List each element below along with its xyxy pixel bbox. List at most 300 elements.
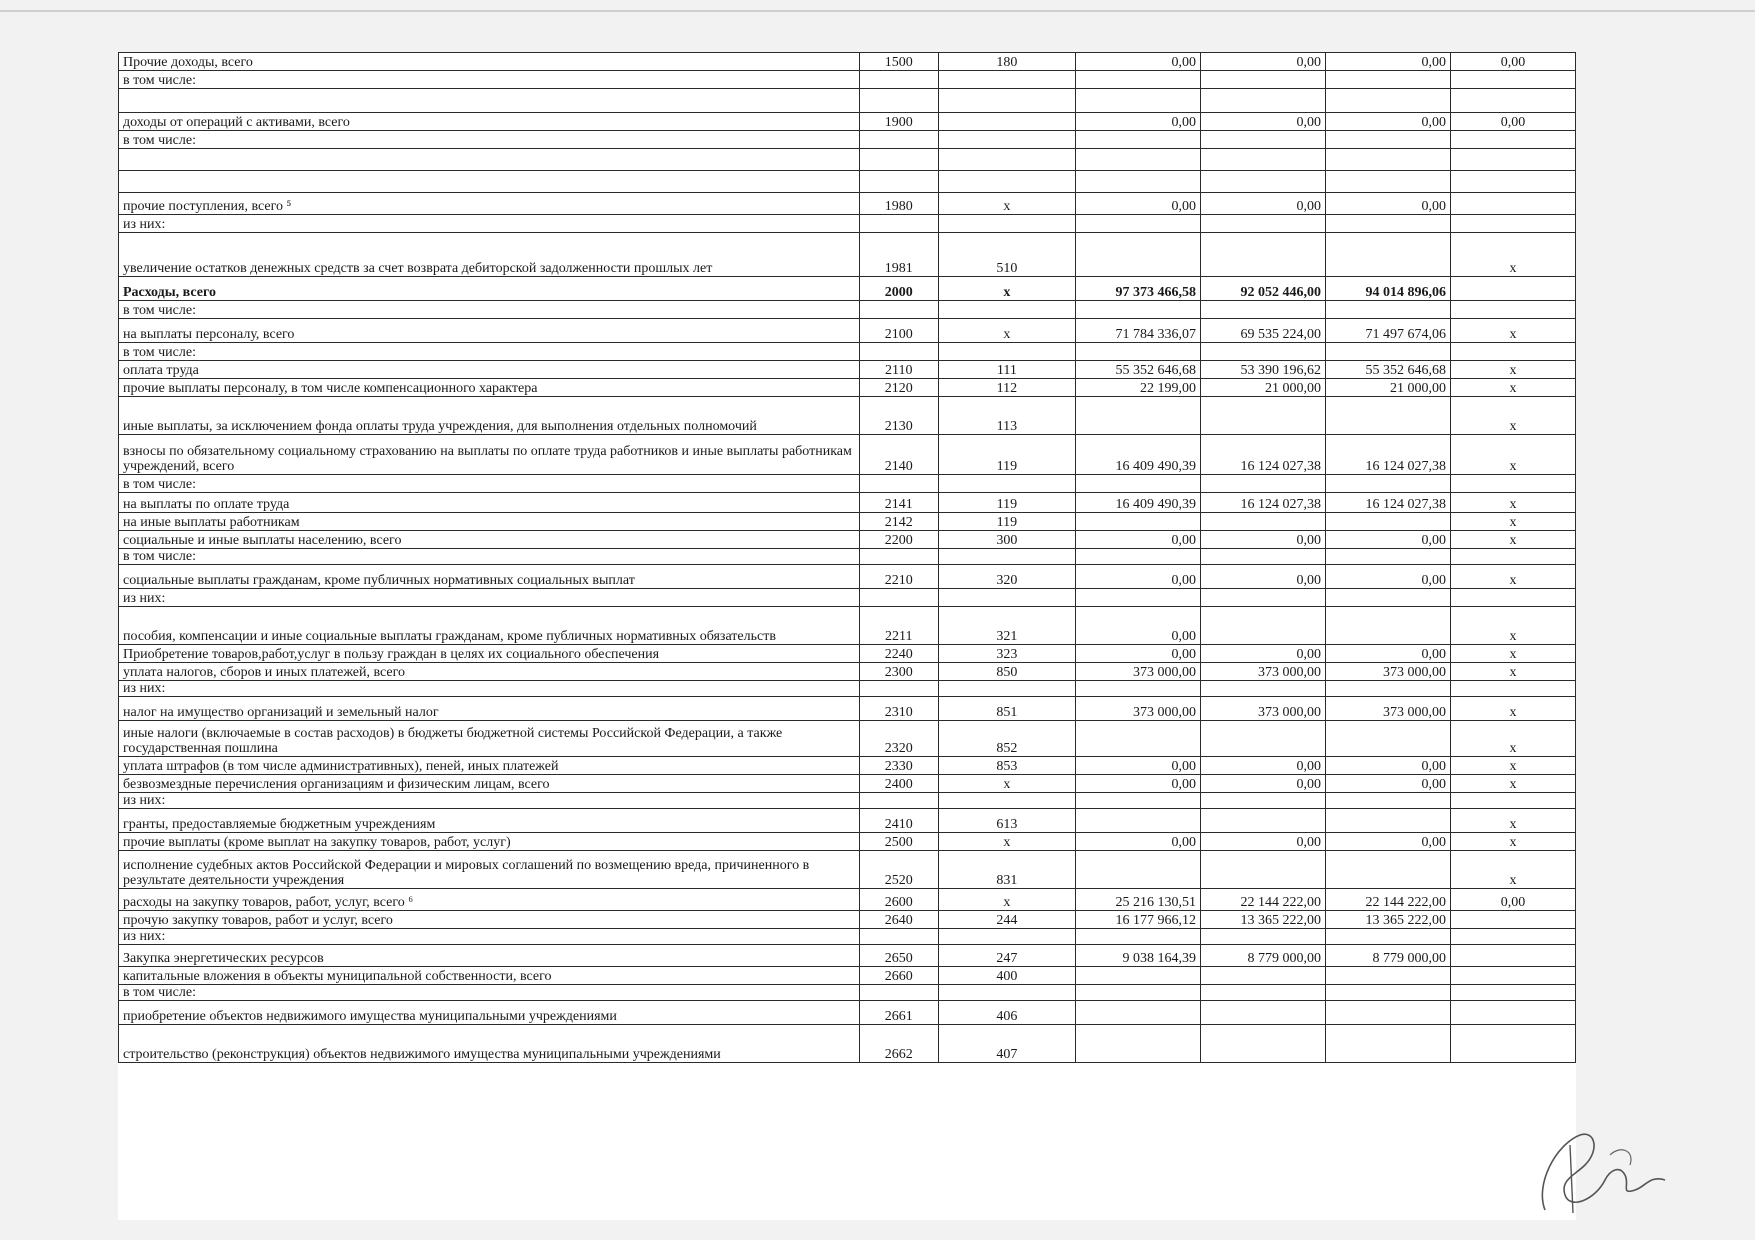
signature-image <box>1525 1125 1675 1220</box>
row-value-4 <box>1450 793 1575 809</box>
row-value-1: 373 000,00 <box>1076 697 1201 721</box>
row-value-1 <box>1076 233 1201 277</box>
row-value-1: 0,00 <box>1076 113 1201 131</box>
row-value-3: 0,00 <box>1325 193 1450 215</box>
row-name: на выплаты персоналу, всего <box>119 319 860 343</box>
row-kbk: 400 <box>938 967 1075 985</box>
row-value-4 <box>1450 1025 1575 1063</box>
row-name <box>119 171 860 193</box>
row-name: социальные выплаты гражданам, кроме публичных нормативных социальных выплат <box>119 565 860 589</box>
row-kbk <box>938 475 1075 493</box>
row-value-1: 16 177 966,12 <box>1076 911 1201 929</box>
row-value-1 <box>1076 549 1201 565</box>
table-row <box>119 277 1576 301</box>
row-kbk: х <box>938 889 1075 911</box>
row-kbk: 510 <box>938 233 1075 277</box>
row-value-1: 71 784 336,07 <box>1076 319 1201 343</box>
row-value-2: 0,00 <box>1201 757 1326 775</box>
row-value-1 <box>1076 149 1201 171</box>
row-value-2: 92 052 446,00 <box>1201 277 1326 301</box>
scan-top-edge <box>0 10 1755 12</box>
row-value-4: х <box>1450 809 1575 833</box>
row-value-1: 16 409 490,39 <box>1076 493 1201 513</box>
row-value-2: 21 000,00 <box>1201 379 1326 397</box>
row-code: 2140 <box>859 435 938 475</box>
row-value-3 <box>1325 967 1450 985</box>
row-kbk <box>938 89 1075 113</box>
row-value-4 <box>1450 475 1575 493</box>
row-value-2 <box>1201 589 1326 607</box>
row-value-2: 0,00 <box>1201 775 1326 793</box>
table-row <box>119 607 1576 645</box>
row-value-4: х <box>1450 851 1575 889</box>
row-code: 2662 <box>859 1025 938 1063</box>
row-value-3 <box>1325 475 1450 493</box>
row-value-3 <box>1325 513 1450 531</box>
row-kbk: 244 <box>938 911 1075 929</box>
row-name: исполнение судебных актов Российской Федерации и мировых соглашений по возмещению вреда, причиненного в результате деятельности учреждения <box>119 851 860 889</box>
row-value-1: 0,00 <box>1076 565 1201 589</box>
table-row <box>119 193 1576 215</box>
row-value-1 <box>1076 793 1201 809</box>
row-value-2 <box>1201 549 1326 565</box>
row-kbk <box>938 929 1075 945</box>
table-row <box>119 697 1576 721</box>
row-name: из них: <box>119 681 860 697</box>
row-value-2 <box>1201 1025 1326 1063</box>
row-code: 2310 <box>859 697 938 721</box>
row-value-4 <box>1450 681 1575 697</box>
row-code: 1981 <box>859 233 938 277</box>
table-row <box>119 663 1576 681</box>
row-value-2 <box>1201 851 1326 889</box>
row-kbk <box>938 171 1075 193</box>
row-value-3: 21 000,00 <box>1325 379 1450 397</box>
row-value-3 <box>1325 681 1450 697</box>
table-row <box>119 493 1576 513</box>
row-name: Прочие доходы, всего <box>119 53 860 71</box>
row-code: 2410 <box>859 809 938 833</box>
row-value-4 <box>1450 215 1575 233</box>
row-kbk: 851 <box>938 697 1075 721</box>
row-name: уплата штрафов (в том числе административных), пеней, иных платежей <box>119 757 860 775</box>
row-value-3 <box>1325 301 1450 319</box>
row-value-1 <box>1076 343 1201 361</box>
row-value-4 <box>1450 89 1575 113</box>
row-value-4 <box>1450 967 1575 985</box>
row-kbk: 850 <box>938 663 1075 681</box>
row-code: 2640 <box>859 911 938 929</box>
row-value-4: 0,00 <box>1450 53 1575 71</box>
table-row <box>119 53 1576 71</box>
table-row <box>119 1025 1576 1063</box>
row-name <box>119 89 860 113</box>
table-row <box>119 589 1576 607</box>
row-value-3 <box>1325 1001 1450 1025</box>
row-value-4: х <box>1450 435 1575 475</box>
row-name: в том числе: <box>119 549 860 565</box>
row-value-3 <box>1325 793 1450 809</box>
row-value-4: х <box>1450 513 1575 531</box>
row-value-2 <box>1201 343 1326 361</box>
row-kbk <box>938 215 1075 233</box>
row-value-2 <box>1201 89 1326 113</box>
table-row <box>119 89 1576 113</box>
row-code <box>859 549 938 565</box>
row-code: 2142 <box>859 513 938 531</box>
table-row <box>119 809 1576 833</box>
row-value-1 <box>1076 1025 1201 1063</box>
row-value-1: 9 038 164,39 <box>1076 945 1201 967</box>
row-value-3 <box>1325 343 1450 361</box>
row-value-4 <box>1450 131 1575 149</box>
row-value-3 <box>1325 985 1450 1001</box>
row-code <box>859 681 938 697</box>
row-value-4 <box>1450 945 1575 967</box>
row-value-1 <box>1076 985 1201 1001</box>
row-value-2 <box>1201 967 1326 985</box>
row-kbk <box>938 149 1075 171</box>
row-kbk <box>938 343 1075 361</box>
row-value-4: 0,00 <box>1450 889 1575 911</box>
row-value-2: 13 365 222,00 <box>1201 911 1326 929</box>
row-value-1: 97 373 466,58 <box>1076 277 1201 301</box>
row-value-2 <box>1201 929 1326 945</box>
row-value-4 <box>1450 71 1575 89</box>
row-code: 2400 <box>859 775 938 793</box>
row-name: из них: <box>119 793 860 809</box>
row-name: из них: <box>119 589 860 607</box>
row-name: прочие выплаты персоналу, в том числе компенсационного характера <box>119 379 860 397</box>
row-value-2 <box>1201 681 1326 697</box>
row-value-3 <box>1325 215 1450 233</box>
row-name: в том числе: <box>119 343 860 361</box>
row-value-4: 0,00 <box>1450 113 1575 131</box>
row-value-1 <box>1076 475 1201 493</box>
row-value-2 <box>1201 1001 1326 1025</box>
row-code: 1980 <box>859 193 938 215</box>
table-row <box>119 113 1576 131</box>
table-row <box>119 131 1576 149</box>
row-value-3 <box>1325 397 1450 435</box>
row-code <box>859 475 938 493</box>
row-kbk: 300 <box>938 531 1075 549</box>
row-kbk: 111 <box>938 361 1075 379</box>
row-kbk <box>938 589 1075 607</box>
row-value-1 <box>1076 71 1201 89</box>
row-value-4: х <box>1450 607 1575 645</box>
row-value-2 <box>1201 215 1326 233</box>
row-code: 2120 <box>859 379 938 397</box>
row-code: 2211 <box>859 607 938 645</box>
row-name: прочую закупку товаров, работ и услуг, всего <box>119 911 860 929</box>
row-value-3 <box>1325 149 1450 171</box>
row-value-1 <box>1076 967 1201 985</box>
row-name: иные налоги (включаемые в состав расходов) в бюджеты бюджетной системы Российской Федерации, а также государственная пошлина <box>119 721 860 757</box>
row-name: приобретение объектов недвижимого имущества муниципальными учреждениями <box>119 1001 860 1025</box>
row-value-1: 0,00 <box>1076 645 1201 663</box>
row-value-3: 71 497 674,06 <box>1325 319 1450 343</box>
row-value-2 <box>1201 513 1326 531</box>
row-kbk: 323 <box>938 645 1075 663</box>
row-value-3: 16 124 027,38 <box>1325 493 1450 513</box>
row-kbk <box>938 131 1075 149</box>
row-name: доходы от операций с активами, всего <box>119 113 860 131</box>
row-name: на иные выплаты работникам <box>119 513 860 531</box>
row-value-2 <box>1201 131 1326 149</box>
row-value-1: 55 352 646,68 <box>1076 361 1201 379</box>
row-value-2 <box>1201 607 1326 645</box>
row-value-3: 8 779 000,00 <box>1325 945 1450 967</box>
row-value-4: х <box>1450 493 1575 513</box>
row-value-4 <box>1450 911 1575 929</box>
table-row <box>119 215 1576 233</box>
row-value-2: 22 144 222,00 <box>1201 889 1326 911</box>
table-row <box>119 343 1576 361</box>
row-value-2: 53 390 196,62 <box>1201 361 1326 379</box>
table-row <box>119 531 1576 549</box>
row-value-4 <box>1450 193 1575 215</box>
row-name: Приобретение товаров,работ,услуг в пользу граждан в целях их социального обеспечения <box>119 645 860 663</box>
table-row <box>119 435 1576 475</box>
row-name: налог на имущество организаций и земельный налог <box>119 697 860 721</box>
row-name: прочие выплаты (кроме выплат на закупку товаров, работ, услуг) <box>119 833 860 851</box>
row-value-3 <box>1325 607 1450 645</box>
row-code: 2100 <box>859 319 938 343</box>
row-value-1 <box>1076 681 1201 697</box>
table-row <box>119 945 1576 967</box>
table-row <box>119 929 1576 945</box>
row-value-4 <box>1450 549 1575 565</box>
row-kbk <box>938 793 1075 809</box>
row-kbk <box>938 71 1075 89</box>
row-value-1: 0,00 <box>1076 775 1201 793</box>
row-name: в том числе: <box>119 71 860 89</box>
row-value-3 <box>1325 71 1450 89</box>
row-value-2: 0,00 <box>1201 645 1326 663</box>
row-value-3: 0,00 <box>1325 531 1450 549</box>
row-kbk: х <box>938 277 1075 301</box>
table-row <box>119 71 1576 89</box>
row-kbk: 112 <box>938 379 1075 397</box>
row-value-1: 22 199,00 <box>1076 379 1201 397</box>
row-value-2: 69 535 224,00 <box>1201 319 1326 343</box>
row-value-2 <box>1201 475 1326 493</box>
row-code: 2110 <box>859 361 938 379</box>
table-row <box>119 645 1576 663</box>
table-row <box>119 681 1576 697</box>
row-name: иные выплаты, за исключением фонда оплаты труда учреждения, для выполнения отдельных полномочий <box>119 397 860 435</box>
row-value-3: 55 352 646,68 <box>1325 361 1450 379</box>
row-code <box>859 301 938 319</box>
table-row <box>119 565 1576 589</box>
row-code: 2500 <box>859 833 938 851</box>
row-value-3 <box>1325 929 1450 945</box>
row-code: 2200 <box>859 531 938 549</box>
row-value-4 <box>1450 301 1575 319</box>
row-value-1 <box>1076 1001 1201 1025</box>
row-code: 2330 <box>859 757 938 775</box>
row-value-4: х <box>1450 319 1575 343</box>
row-value-4: х <box>1450 233 1575 277</box>
row-value-4: х <box>1450 833 1575 851</box>
row-code: 2210 <box>859 565 938 589</box>
row-code <box>859 929 938 945</box>
row-value-4: х <box>1450 397 1575 435</box>
row-value-4 <box>1450 277 1575 301</box>
table-row <box>119 775 1576 793</box>
row-value-4: х <box>1450 379 1575 397</box>
table-row <box>119 513 1576 531</box>
row-value-4: х <box>1450 361 1575 379</box>
row-value-1: 25 216 130,51 <box>1076 889 1201 911</box>
row-code: 1900 <box>859 113 938 131</box>
row-value-2: 0,00 <box>1201 833 1326 851</box>
row-value-1 <box>1076 397 1201 435</box>
row-value-2: 16 124 027,38 <box>1201 435 1326 475</box>
row-code <box>859 343 938 361</box>
row-value-2 <box>1201 793 1326 809</box>
row-name: гранты, предоставляемые бюджетным учреждениям <box>119 809 860 833</box>
row-name: взносы по обязательному социальному страхованию на выплаты по оплате труда работников и иные выплаты работникам учреждений, всего <box>119 435 860 475</box>
row-value-3: 0,00 <box>1325 53 1450 71</box>
table-row <box>119 721 1576 757</box>
table-row <box>119 549 1576 565</box>
row-value-1 <box>1076 513 1201 531</box>
row-value-1: 16 409 490,39 <box>1076 435 1201 475</box>
row-code: 2520 <box>859 851 938 889</box>
row-code <box>859 171 938 193</box>
row-kbk <box>938 113 1075 131</box>
row-name: Закупка энергетических ресурсов <box>119 945 860 967</box>
row-value-4 <box>1450 929 1575 945</box>
row-value-4: х <box>1450 757 1575 775</box>
row-value-1 <box>1076 929 1201 945</box>
row-name: в том числе: <box>119 475 860 493</box>
table-row <box>119 889 1576 911</box>
row-value-3: 0,00 <box>1325 833 1450 851</box>
row-kbk: х <box>938 193 1075 215</box>
row-code: 1500 <box>859 53 938 71</box>
row-value-3 <box>1325 549 1450 565</box>
row-name: Расходы, всего <box>119 277 860 301</box>
row-value-1 <box>1076 89 1201 113</box>
row-value-1 <box>1076 809 1201 833</box>
row-name: из них: <box>119 215 860 233</box>
row-code <box>859 89 938 113</box>
row-value-4 <box>1450 1001 1575 1025</box>
row-value-1: 0,00 <box>1076 833 1201 851</box>
table-row <box>119 379 1576 397</box>
row-value-2: 0,00 <box>1201 565 1326 589</box>
table-row <box>119 301 1576 319</box>
row-value-2 <box>1201 171 1326 193</box>
row-kbk: 320 <box>938 565 1075 589</box>
row-kbk: х <box>938 833 1075 851</box>
financial-plan-table <box>118 52 1576 1063</box>
row-value-2 <box>1201 985 1326 1001</box>
row-value-4: х <box>1450 697 1575 721</box>
row-name: оплата труда <box>119 361 860 379</box>
row-value-3: 0,00 <box>1325 645 1450 663</box>
table-row <box>119 475 1576 493</box>
row-kbk: 852 <box>938 721 1075 757</box>
row-kbk: 119 <box>938 493 1075 513</box>
row-kbk <box>938 301 1075 319</box>
row-value-3 <box>1325 721 1450 757</box>
row-value-1 <box>1076 215 1201 233</box>
row-value-4 <box>1450 343 1575 361</box>
row-value-3 <box>1325 233 1450 277</box>
table-row <box>119 851 1576 889</box>
row-kbk: х <box>938 319 1075 343</box>
row-code: 2130 <box>859 397 938 435</box>
row-value-2 <box>1201 809 1326 833</box>
table-row <box>119 757 1576 775</box>
row-code: 2320 <box>859 721 938 757</box>
row-value-4: х <box>1450 645 1575 663</box>
row-kbk: 113 <box>938 397 1075 435</box>
row-code <box>859 215 938 233</box>
table-row <box>119 319 1576 343</box>
row-value-3: 0,00 <box>1325 565 1450 589</box>
row-value-4: х <box>1450 775 1575 793</box>
table-row <box>119 967 1576 985</box>
row-value-2 <box>1201 71 1326 89</box>
row-value-2 <box>1201 721 1326 757</box>
row-value-4: х <box>1450 531 1575 549</box>
row-value-3 <box>1325 171 1450 193</box>
row-value-1 <box>1076 721 1201 757</box>
row-code: 2141 <box>859 493 938 513</box>
row-value-3: 0,00 <box>1325 113 1450 131</box>
row-value-3 <box>1325 131 1450 149</box>
row-code <box>859 793 938 809</box>
row-value-3 <box>1325 589 1450 607</box>
row-code: 2661 <box>859 1001 938 1025</box>
row-value-2: 373 000,00 <box>1201 663 1326 681</box>
row-code <box>859 985 938 1001</box>
row-value-4 <box>1450 171 1575 193</box>
row-kbk: 119 <box>938 513 1075 531</box>
row-name <box>119 149 860 171</box>
row-kbk <box>938 681 1075 697</box>
row-value-2: 0,00 <box>1201 113 1326 131</box>
row-value-1: 0,00 <box>1076 757 1201 775</box>
row-name: социальные и иные выплаты населению, всего <box>119 531 860 549</box>
row-value-3: 94 014 896,06 <box>1325 277 1450 301</box>
row-value-1 <box>1076 301 1201 319</box>
row-value-1 <box>1076 131 1201 149</box>
row-value-4: х <box>1450 663 1575 681</box>
row-value-2 <box>1201 301 1326 319</box>
row-code: 2650 <box>859 945 938 967</box>
row-value-3: 0,00 <box>1325 775 1450 793</box>
row-kbk: 406 <box>938 1001 1075 1025</box>
row-value-2: 0,00 <box>1201 193 1326 215</box>
row-name: пособия, компенсации и иные социальные выплаты гражданам, кроме публичных нормативных обязательств <box>119 607 860 645</box>
row-value-3 <box>1325 809 1450 833</box>
row-kbk: 321 <box>938 607 1075 645</box>
row-value-2 <box>1201 233 1326 277</box>
row-name: безвозмездные перечисления организациям и физическим лицам, всего <box>119 775 860 793</box>
row-value-1: 0,00 <box>1076 53 1201 71</box>
row-value-3 <box>1325 89 1450 113</box>
row-value-2 <box>1201 149 1326 171</box>
table-row <box>119 171 1576 193</box>
row-kbk <box>938 549 1075 565</box>
row-value-3 <box>1325 1025 1450 1063</box>
